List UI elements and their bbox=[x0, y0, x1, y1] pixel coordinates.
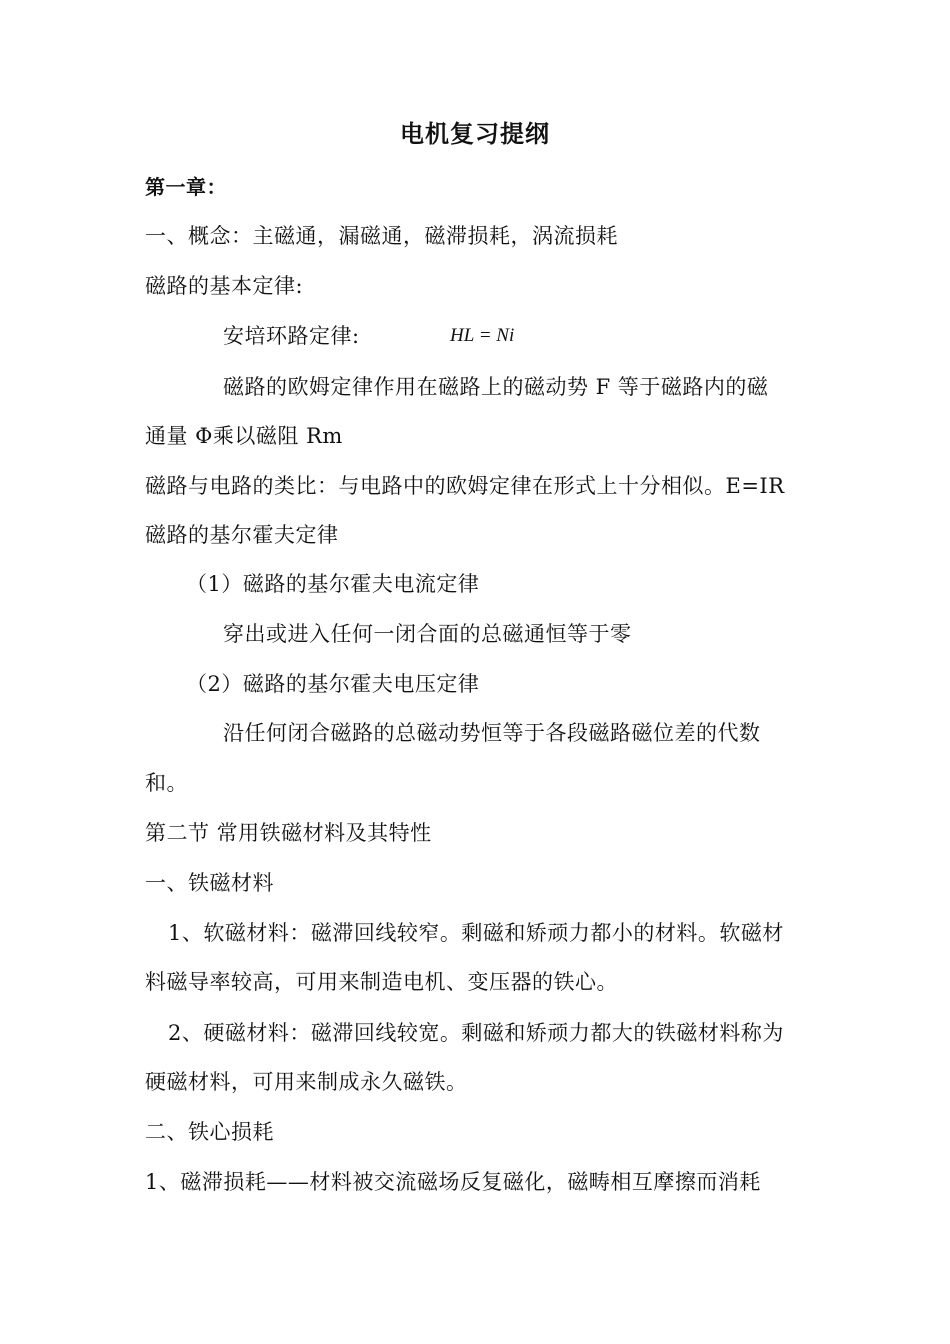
ohm-law-line-1: 磁路的欧姆定律作用在磁路上的磁动势 F 等于磁路内的磁 bbox=[223, 375, 769, 399]
ampere-law-label: 安培环路定律: bbox=[223, 324, 360, 348]
soft-magnetic-line-1: 1、软磁材料：磁滞回线较窄。剩磁和矫顽力都小的材料。软磁材 bbox=[168, 921, 784, 945]
kvl-line-1: 沿任何闭合磁路的总磁动势恒等于各段磁路磁位差的代数 bbox=[223, 721, 761, 745]
hard-magnetic-line-2: 硬磁材料，可用来制成永久磁铁。 bbox=[145, 1070, 468, 1094]
concepts-line: 一、概念：主磁通，漏磁通，磁滞损耗，涡流损耗 bbox=[145, 224, 618, 248]
ferromagnetic-heading: 一、铁磁材料 bbox=[145, 871, 274, 895]
hard-magnetic-line-1: 2、硬磁材料：磁滞回线较宽。剩磁和矫顽力都大的铁磁材料称为 bbox=[168, 1021, 784, 1045]
document-title: 电机复习提纲 bbox=[400, 120, 550, 148]
kvl-title: （2）磁路的基尔霍夫电压定律 bbox=[186, 672, 480, 696]
kcl-title: （1）磁路的基尔霍夫电流定律 bbox=[186, 572, 480, 596]
analogy-line: 磁路与电路的类比：与电路中的欧姆定律在形式上十分相似。E=IR bbox=[145, 474, 785, 498]
kcl-description: 穿出或进入任何一闭合面的总磁通恒等于零 bbox=[223, 622, 632, 646]
ampere-formula: HL = Ni bbox=[450, 325, 515, 346]
kvl-line-2: 和。 bbox=[145, 771, 188, 795]
section-2-heading: 第二节 常用铁磁材料及其特性 bbox=[145, 821, 432, 845]
chapter-heading: 第一章： bbox=[145, 175, 227, 199]
core-loss-heading: 二、铁心损耗 bbox=[145, 1120, 274, 1144]
soft-magnetic-line-2: 料磁导率较高，可用来制造电机、变压器的铁心。 bbox=[145, 970, 618, 994]
kirchhoff-heading: 磁路的基尔霍夫定律 bbox=[145, 523, 339, 547]
basic-laws-heading: 磁路的基本定律: bbox=[145, 274, 304, 298]
ohm-law-line-2: 通量 Φ乘以磁阻 Rm bbox=[145, 424, 343, 448]
hysteresis-loss-line: 1、磁滞损耗——材料被交流磁场反复磁化，磁畴相互摩擦而消耗 bbox=[145, 1170, 761, 1194]
